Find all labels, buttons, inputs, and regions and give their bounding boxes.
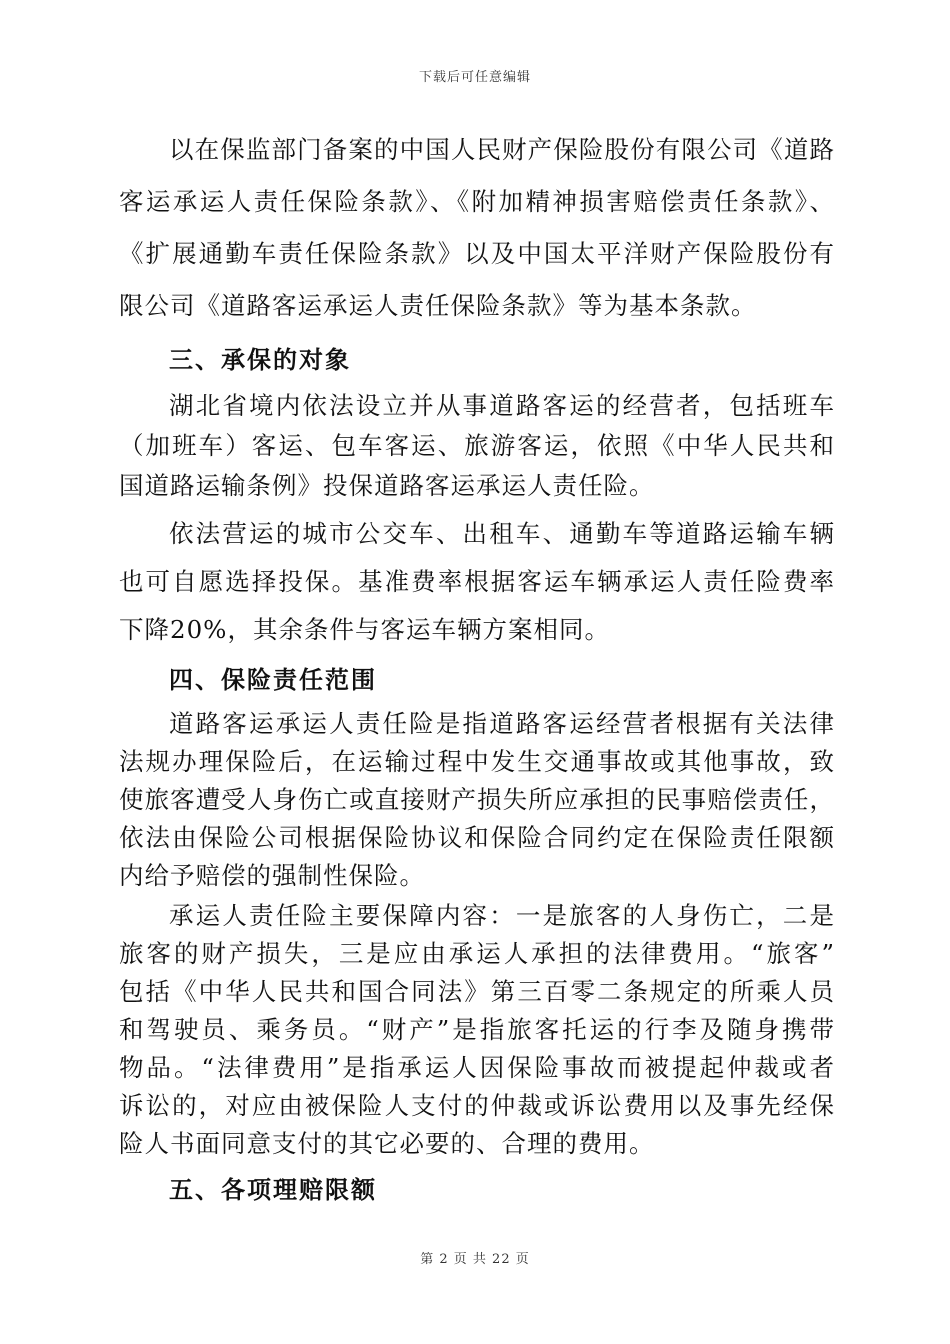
text-line: 下降20%，其余条件与客运车辆方案相同。 xyxy=(119,615,610,644)
paragraph xyxy=(119,392,835,500)
text-line: 承运人责任险主要保障内容：一是旅客的人身伤亡，二是 xyxy=(169,901,835,930)
text-line: 和驾驶员、乘务员。“财产”是指旅客托运的行李及随身携带 xyxy=(119,1015,835,1044)
text-line: 使旅客遭受人身伤亡或直接财产损失所应承担的民事赔偿责任， xyxy=(119,785,835,814)
text-line: 限公司《道路客运承运人责任保险条款》等为基本条款。 xyxy=(119,291,757,320)
text-line: 包括《中华人民共和国合同法》第三百零二条规定的所乘人员 xyxy=(119,977,835,1006)
page-number: 第 2 页 共 22 页 xyxy=(420,1252,530,1267)
paragraph xyxy=(119,902,835,1158)
text-line: 诉讼的，对应由被保险人支付的仲裁或诉讼费用以及事先经保 xyxy=(119,1091,835,1120)
text-line: 险人书面同意支付的其它必要的、合理的费用。 xyxy=(119,1129,655,1158)
text-line: 法规办理保险后，在运输过程中发生交通事故或其他事故，致 xyxy=(119,747,835,776)
text-line: 《扩展通勤车责任保险条款》以及中国太平洋财产保险股份有 xyxy=(119,239,835,268)
paragraph xyxy=(119,710,835,890)
text-line: 国道路运输条例》投保道路客运承运人责任险。 xyxy=(119,471,655,500)
text-line: （加班车）客运、包车客运、旅游客运，依照《中华人民共和 xyxy=(119,431,835,460)
text-line: 依法由保险公司根据保险协议和保险合同约定在保险责任限额 xyxy=(119,823,835,852)
document-body xyxy=(119,136,835,1206)
section-heading: 四、保险责任范围 xyxy=(169,666,377,694)
section-heading: 三、承保的对象 xyxy=(169,346,351,374)
text-line: 以在保监部门备案的中国人民财产保险股份有限公司《道路 xyxy=(169,135,835,164)
text-line: 物品。“法律费用”是指承运人因保险事故而被提起仲裁或者 xyxy=(119,1053,835,1082)
paragraph xyxy=(119,136,835,320)
text-line: 湖北省境内依法设立并从事道路客运的经营者，包括班车 xyxy=(169,391,835,420)
text-line: 旅客的财产损失，三是应由承运人承担的法律费用。“旅客” xyxy=(119,939,835,968)
section-heading: 五、各项理赔限额 xyxy=(169,1176,377,1204)
text-line: 依法营运的城市公交车、出租车、通勤车等道路运输车辆 xyxy=(169,519,835,548)
text-line: 也可自愿选择投保。基准费率根据客运车辆承运人责任险费率 xyxy=(119,567,835,596)
text-line: 客运承运人责任保险条款》、《附加精神损害赔偿责任条款》、 xyxy=(119,187,835,216)
paragraph xyxy=(119,520,835,644)
text-line: 道路客运承运人责任险是指道路客运经营者根据有关法律 xyxy=(169,709,835,738)
text-line: 内给予赔偿的强制性保险。 xyxy=(119,861,425,890)
page-header: 下载后可任意编辑 xyxy=(418,70,531,85)
